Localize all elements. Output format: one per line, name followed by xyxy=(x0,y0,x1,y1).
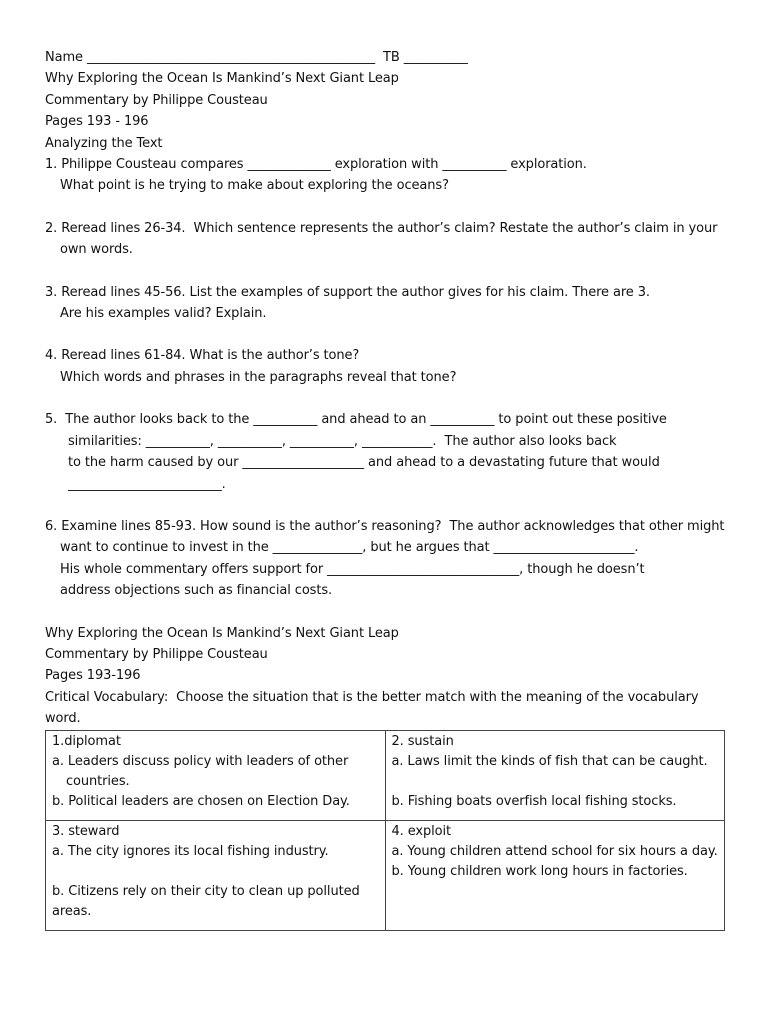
name-line: Name _____________________________________________ TB __________ xyxy=(45,50,468,65)
question-6-line-3: His whole commentary offers support for ______________________________, though he doesn’t xyxy=(60,561,645,577)
question-5-line-1: 5. The author looks back to the __________ and ahead to an __________ to point out these positive xyxy=(45,412,667,428)
vocab-table xyxy=(45,730,725,931)
vocab-option-a: a. Leaders discuss policy with leaders of other countries. xyxy=(52,753,349,789)
question-2-line-2: own words. xyxy=(60,242,133,258)
question-3-line-1: 3. Reread lines 45-56. List the examples of support the author gives for his claim. There are 3. xyxy=(45,284,650,300)
vocab-cell-exploit xyxy=(385,820,725,930)
vocab-subtitle: Commentary by Philippe Cousteau xyxy=(45,646,268,662)
vocab-option-a: a. Young children attend school for six hours a day. xyxy=(391,843,718,859)
vocab-instructions-line-2: word. xyxy=(45,711,81,727)
vocab-cell-sustain xyxy=(385,730,725,820)
question-2-line-1: 2. Reread lines 26-34. Which sentence represents the author’s claim? Restate the author’s claim in your xyxy=(45,220,718,236)
vocab-cell-diplomat xyxy=(46,730,386,820)
vocab-row xyxy=(46,730,725,820)
vocab-title: Why Exploring the Ocean Is Mankind’s Next Giant Leap xyxy=(45,625,399,641)
vocab-option-a: a. Laws limit the kinds of fish that can be caught. xyxy=(391,753,708,769)
worksheet-page xyxy=(45,47,735,931)
vocab-option-b: b. Fishing boats overfish local fishing stocks. xyxy=(391,793,677,809)
section-heading: Analyzing the Text xyxy=(45,135,163,151)
question-1-line-1: 1. Philippe Cousteau compares _____________ exploration with __________ exploration. xyxy=(45,157,587,173)
vocab-cell-steward xyxy=(46,820,386,930)
question-5-line-4: ________________________. xyxy=(68,476,226,492)
question-6-line-1: 6. Examine lines 85-93. How sound is the author’s reasoning? The author acknowledges that other might xyxy=(45,518,725,534)
question-5-line-3: to the harm caused by our ___________________ and ahead to a devastating future that would xyxy=(68,455,660,471)
pages: Pages 193 - 196 xyxy=(45,114,149,130)
vocab-instructions-line-1: Critical Vocabulary: Choose the situation that is the better match with the meaning of the vocabulary xyxy=(45,689,699,705)
vocab-word: 1.diplomat xyxy=(52,733,121,749)
question-4-line-2: Which words and phrases in the paragraphs reveal that tone? xyxy=(60,369,457,385)
subtitle: Commentary by Philippe Cousteau xyxy=(45,92,268,108)
question-1-line-2: What point is he trying to make about exploring the oceans? xyxy=(60,178,449,194)
vocab-word: 2. sustain xyxy=(391,733,454,749)
vocab-pages: Pages 193-196 xyxy=(45,668,141,684)
vocab-word: 3. steward xyxy=(52,823,120,839)
vocab-option-b: b. Political leaders are chosen on Election Day. xyxy=(52,793,350,809)
title: Why Exploring the Ocean Is Mankind’s Next Giant Leap xyxy=(45,71,399,87)
vocab-word: 4. exploit xyxy=(391,823,452,839)
question-4-line-1: 4. Reread lines 61-84. What is the author’s tone? xyxy=(45,348,360,364)
vocab-option-b: b. Young children work long hours in factories. xyxy=(391,863,688,879)
vocab-option-a: a. The city ignores its local fishing industry. xyxy=(52,843,329,859)
question-6-line-4: address objections such as financial costs. xyxy=(60,583,333,599)
question-3-line-2: Are his examples valid? Explain. xyxy=(60,306,267,322)
vocab-option-b: b. Citizens rely on their city to clean up polluted areas. xyxy=(52,883,360,919)
question-6-line-2: want to continue to invest in the ______________, but he argues that ______________________. xyxy=(60,540,639,556)
vocab-row xyxy=(46,820,725,930)
question-5-line-2: similarities: __________, __________, __________, ___________. The author also looks back xyxy=(68,433,617,449)
